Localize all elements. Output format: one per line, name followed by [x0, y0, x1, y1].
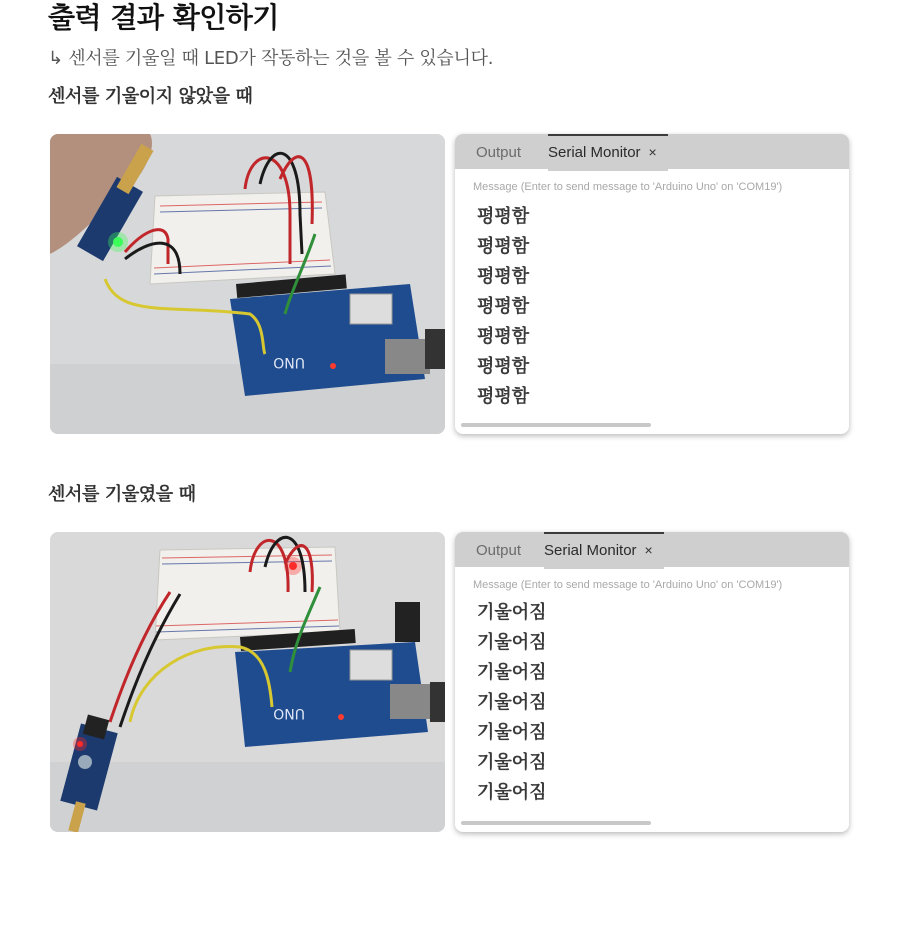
- serial-monitor-panel-2: [455, 532, 849, 832]
- tab-serial-monitor[interactable]: [544, 532, 664, 569]
- page-title: 출력 결과 확인하기: [48, 1, 279, 34]
- serial-output-list: [477, 598, 547, 808]
- serial-output-line: 기울어짐: [477, 662, 547, 683]
- serial-output-line: 평평함: [477, 296, 530, 317]
- tab-serial-monitor-label: Serial Monitor: [548, 144, 641, 161]
- serial-output-line: 평평함: [477, 206, 530, 227]
- section-heading-tilted: 센서를 기울였을 때: [48, 484, 196, 505]
- serial-output-line: 기울어짐: [477, 602, 547, 623]
- section-heading-not-tilted: 센서를 기울이지 않았을 때: [48, 86, 253, 107]
- serial-output-line: 기울어짐: [477, 752, 547, 773]
- serial-output-line: 기울어짐: [477, 782, 547, 803]
- page-subtitle: ↳ 센서를 기울일 때 LED가 작동하는 것을 볼 수 있습니다.: [48, 48, 494, 69]
- svg-text:UNO: UNO: [273, 354, 305, 370]
- close-icon[interactable]: ×: [648, 144, 657, 160]
- serial-output-line: 평평함: [477, 326, 530, 347]
- monitor-tab-bar: [455, 532, 849, 567]
- tab-output[interactable]: Output: [476, 144, 522, 161]
- serial-output-line: 기울어짐: [477, 692, 547, 713]
- close-icon[interactable]: ×: [644, 542, 653, 558]
- serial-output-line: 평평함: [477, 266, 530, 287]
- monitor-tab-bar: [455, 134, 849, 169]
- horizontal-scrollbar[interactable]: [461, 821, 651, 825]
- serial-output-line: 기울어짐: [477, 632, 547, 653]
- svg-text:UNO: UNO: [273, 705, 305, 721]
- serial-output-line: 평평함: [477, 386, 530, 407]
- serial-output-line: 평평함: [477, 236, 530, 257]
- photo-sensor-tilted: [50, 532, 445, 832]
- message-input-placeholder[interactable]: Message (Enter to send message to 'Arduino Uno' on 'COM19'): [473, 579, 783, 591]
- message-input-placeholder[interactable]: Message (Enter to send message to 'Arduino Uno' on 'COM19'): [473, 181, 783, 193]
- serial-output-line: 평평함: [477, 356, 530, 377]
- tab-serial-monitor-label: Serial Monitor: [544, 542, 637, 559]
- photo-sensor-not-tilted: [50, 134, 445, 434]
- serial-output-list: [477, 202, 529, 412]
- serial-monitor-panel-1: [455, 134, 849, 434]
- tab-output[interactable]: Output: [476, 542, 522, 559]
- serial-output-line: 기울어짐: [477, 722, 547, 743]
- horizontal-scrollbar[interactable]: [461, 423, 651, 427]
- tab-serial-monitor[interactable]: [548, 134, 668, 171]
